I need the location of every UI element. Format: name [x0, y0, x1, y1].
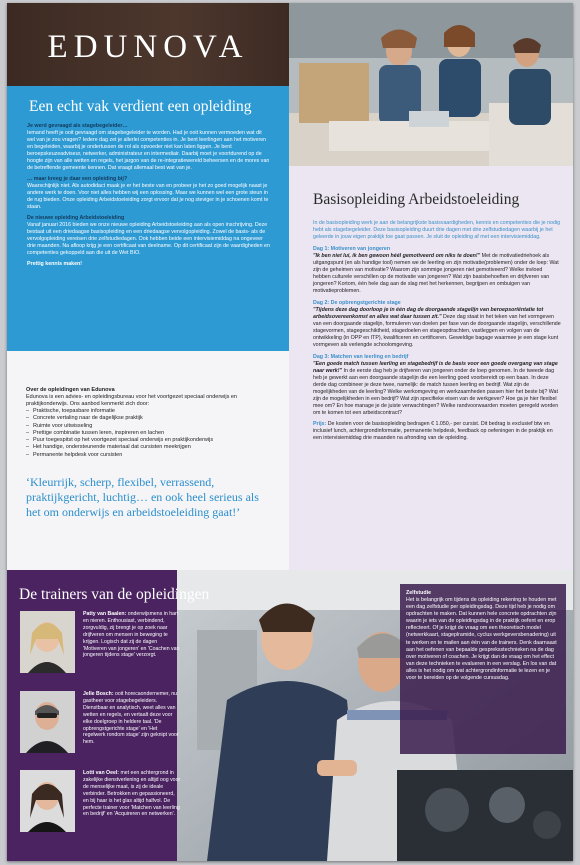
intro-closing: Prettig kennis maken! [27, 261, 83, 267]
day1-text: "Ik ben niet lui, ik ben gewoon héél gemotiveerd om niks te doen!" Met de motivatiedriehoek als uitgangspunt (en als handige tool) nemen we de leerling en zijn motivatie(problemen) onder de loep: Wat zijn de geheimen van motivatie? Waarom zijn sommige jongeren niet gemotiveerd? Welke invloed hebben culturele verschillen op de motivatie van jongeren? Wat zijn basisbehoeften en drijfveren van jongeren? Kortom, één hele dag aan de slag met het herkennen, begrijpen en ombuigen van motivatieproblemen. [313, 253, 559, 294]
intro-heading-1: Je werd gevraagd als stagebegeleider… [27, 123, 128, 129]
list-item: – Praktische, toepasbare informatie [26, 408, 271, 415]
about-text: Edunova is een advies- en opleidingsbureau voor het voortgezet speciaal onderwijs en praktijkonderwijs. Ons aanbod kenmerkt zich door: [26, 394, 237, 407]
intro-paragraph-2: Waarschijnlijk niet. Als autodidact maak je er het beste van en probeer je het zo goed mogelijk naast je andere werk te doen. Voor niet alles hebben wij een oplossing. Maar we kunnen wel een grote steun in de rug bieden. Onze opleiding Arbeidstoeleiding zorgt ervoor dat je nog steviger in je schoenen komt te staan. [27, 183, 269, 210]
zelfstudie-title: Zelfstudie [406, 590, 432, 596]
trainer-text: Jelle Bosch: ooit horecaondernemer, nu gastheer voor stagebegeleiders. Dienstbaar en analytisch, weet alles van wetten en regels, en vertaalt deze voor elke doelgroep in heldere taal. 'De opbrengstgerichte stage' en 'Het regelwerk rondom stage' zijn geknipt voor hem. [83, 691, 179, 746]
intro-paragraph-3: Vanaf januari 2016 bieden we onze nieuwe opleiding Arbeidstoeleiding aan als open inschrijving. Deze bestaat uit een driedaagse basisopleiding en een driedaagse vervolgopleiding. Zowel de basis- als de vervolgopleiding vereisen drie zelfstudiedagen. Ook hebben beide een intervisiemiddag na ongeveer drie maanden. Na afloop krijg je een certificaat van deelname. Op dit certificaat zijn de vaardigheden en competenties gekoppeld aan die uit de Wet BIO. [27, 222, 270, 256]
list-item: – Ruimte voor uitwisseling [26, 423, 271, 430]
trainer-text: Lotti van Oeel: met een achtergrond in zakelijke dienstverlening en altijd oog voor de menselijke maat, is zij de ideale verbinder. Betrokken en gepassioneerd, en bij haar is het glas altijd halfvol. De perfecte trainer voor 'Matchen van leerling en bedrijf' en 'Acquireren en netwerken'. [83, 770, 181, 818]
list-item: – Het handige, ondersteunende materiaal dat cursisten meekrijgen [26, 444, 271, 451]
workshop-photo [289, 3, 573, 166]
trainer-text: Patty van Baalen: onderwijsmens in hart en nieren. Enthousiast, verbindend, zorgvuldig, zij brengt je op zoek naar drijfveren om mensen in beweging te krijgen. Logisch dat zij de dagen 'Motiveren van jongeren' en 'Coachen van jongeren tijdens stage' verzorgt. [83, 611, 180, 659]
about-section [7, 351, 289, 570]
day2-heading: Dag 2: De opbrengstgerichte stage [313, 300, 401, 306]
basis-intro: In de basisopleiding werk je aan de belangrijkste basisvaardigheden, kennis en competenties die je nodig hebt als stagebegeleider. Deze basisopleiding duurt drie dagen met drie zelfstudiedagen waarbij je het geleerde in jouw eigen praktijk toe gaat passen. Je sluit de opleiding af met een intervisiemiddag. [313, 220, 561, 240]
list-item: – Permanente helpdesk voor cursisten [26, 452, 271, 459]
trainer-photo [20, 611, 75, 673]
list-item: – Concrete vertaling naar de dagelijkse praktijk [26, 415, 271, 422]
day3-text: "Een goede match tussen leerling en stagebedrijf is de basis voor een goede overgang van stage naar werk!" In de eerste dag heb je drijfveren van jongeren onder de loep genomen. In de tweede dag heb je gewerkt aan een doorgaande stagelijn die een leerling goed voorbereidt op een baan. In deze derde dag combineer je deze twee, namelijk: de match tussen leerling en bedrijf. Wat zijn de mogelijkheden van de leerling? Welke werkomgeving en werkzaamheden passen hier het beste bij? Wat zijn de mogelijkheden in een bedrijf? Wat zijn specifieke eisen van de werkgever? Hoe ga je hier flexibel mee om? En hoe manage je de juiste verwachtingen? Welke randvoorwaarden moeten geregeld worden om te komen tot een arbeidscontract? [313, 361, 559, 416]
day2-text: "Tijdens deze dag doorloop je in één dag de doorgaande stagelijn van beroepsoriëntatie tot arbeidsovereenkomst en alles wat daar tussen zit." Deze dag staat in het teken van het vormgeven van een doorgaande stagelijn, formuleren van doelen per fase van de doorgaande stagelijn, verschillende stagevormen, stagegeschiktheid, stagedoelen en stageopdrachten, vastleggen en volgen van de ontwikkeling (in OPP en ITP), kwalificeren en certificeren. Geweldige bagage waarmee je een stage kunt vormgeven als verlengde schoolomgeving. [313, 307, 561, 348]
trainers-title: De trainers van de opleidingen [19, 586, 210, 603]
day1-heading: Dag 1: Motiveren van jongeren [313, 246, 391, 252]
edunova-logo: EDUNOVA [47, 29, 249, 65]
basis-title: Basisopleiding Arbeidstoeleiding [313, 191, 520, 208]
intro-title: Een echt vak verdient een opleiding [29, 98, 252, 115]
quote: ‘Kleurrijk, scherp, flexibel, verrassend, praktijkgericht, luchtig… en ook heel serieus als het om onderwijs en arbeidstoeleiding gaat!’ [26, 475, 259, 520]
logo-bar [7, 3, 289, 86]
basis-section [289, 166, 573, 570]
day3-heading: Dag 3: Matchen van leerling en bedrijf [313, 354, 409, 360]
trainer-photo [20, 691, 75, 753]
list-item: – Puur toegespitst op het voortgezet speciaal onderwijs en praktijkonderwijs [26, 437, 271, 444]
intro-heading-3: De nieuwe opleiding Arbeidstoeleiding [27, 215, 125, 221]
zelfstudie-box [400, 584, 566, 754]
intro-section [7, 86, 289, 351]
about-list [26, 408, 271, 459]
trainer-photo [20, 770, 75, 832]
price-text: Prijs: De kosten voor de basisopleiding bedragen € 1.050,- per cursist. Dit bedrag is exclusief btw en inclusief lunch, achtergrondinformatie, permanente helpdesk, feedback op oefeningen in de praktijk en een intervisiemiddag drie maanden na afronding van de opleiding. [313, 421, 553, 441]
intro-paragraph-1: Iemand heeft je ooit gevraagd om stagebegeleider te worden. Had je ooit kunnen vermoeden wat dit wel van je zou vragen? Iedere dag zet je allerlei competenties in. Je bent leerlingen aan het motiveren en begeleiden, waarbij je ondertussen de rol als opvoeder niet kan laten liggen. Je bent beroepskeuzeadviseur, netwerker, administrateur en intermediair. Daarbij moet je voortdurend op de hoogte zijn van alle wetten en regels, het jargon van de re-integratiewereld beheersen en de mores van de betreffende gemeente kennen. Dat vraagt allemaal best wat van je. [27, 130, 270, 171]
list-item: – Prettige combinatie tussen leren, inspireren en lachen [26, 430, 271, 437]
brochure-page [7, 3, 573, 861]
intro-heading-2: … maar kreeg je daar een opleiding bij? [27, 176, 128, 182]
about-title: Over de opleidingen van Edunova [26, 387, 115, 393]
zelfstudie-text: Het is belangrijk om tijdens de opleiding rekening te houden met een dag zelfstudie per opleidingsdag. Deze tijd heb je nodig om opdrachten te maken. Dat kunnen hele concrete opdrachten zijn waarin je iets van de opleidingsdag in de praktijk oefent en erop reflecteert. Of je krijgt de vraag om een theoretisch model (netwerkkaart, stageplramide, cyclus werkgeversbenadering) uit te werken en te mailen aan één van de trainers. Denk daarnaast aan het oefenen van bepaalde gespreksstechnieken na de dag over motiveren of coachen. Je krijgt dan de vraag om het effect van deze technieken te evalueren in een verslag. En los van dat alles is het nodig om wat achtergrondinformatie te lezen en je voor te bereiden op de volgende cursusdag. [406, 597, 557, 682]
